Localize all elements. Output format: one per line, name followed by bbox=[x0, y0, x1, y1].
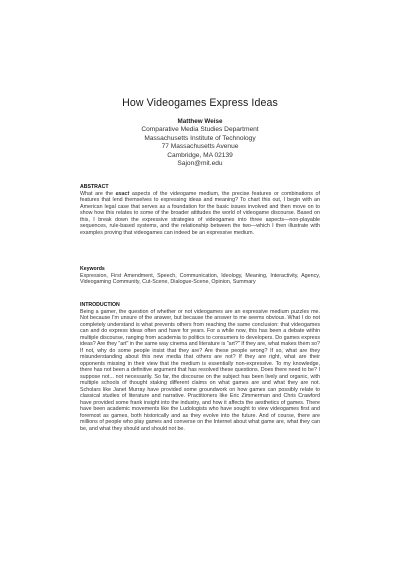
author-block bbox=[0, 118, 400, 168]
keywords-section bbox=[80, 266, 320, 286]
introduction-section bbox=[80, 302, 320, 432]
affiliation-street: 77 Massachusetts Avenue bbox=[161, 143, 239, 151]
affiliation-institution: Massachusetts Institute of Technology bbox=[144, 134, 256, 142]
introduction-text: Being a gamer, the question of whether or not videogames are an expressive medium puzzles me. Not because I'm unsure of the answer, but because the answer to me seems obvious. What I do not completely understand is what prevents others from reaching the same conclusion: that videogames can and do express ideas often and have for years. For a while now, this has been a debate within multiple discourse, ranging from academia to politics to consumers to developers. Do games express ideas? Are they "art" in the same way cinema and literature is "art?" If they are, what makes them so? If not, why do some people insist that they are? Are these people wrong? If so, what are they misunderstanding about this new media that others are not? If they are right, what are their opponents missing in their view that the medium is essentially non-expressive. To my knowledge, there has not been a definitive argument that has resolved these questions. Does there need to be? I suppose not... not necessarily. So far, the discourse on the subject has been lively and organic, with multiple schools of thought staking different claims on what games are and what they are not. Scholars like Janet Murray have provided some groundwork on how games can possibly relate to classical studies of literature and narrative. Practitioners like Eric Zimmerman and Chris Crawford have provided some frank insight into the industry, and how it affects the aesthetics of games. There have been academic movements like the Ludologists who have sought to view videogames first and foremost as games, both historically and as they evolve into the future. And of course, there are millions of people who play games and converse on the Internet about what game are, what they can be, and what they should and should not be. bbox=[80, 308, 320, 432]
keywords-text: Expression, First Amendment, Speech, Communication, Ideology, Meaning, Interactivity, Agency, Videogaming Community, Cut-Scene, Dialogue-Scene, Opinion, Summary bbox=[80, 272, 320, 286]
author-email: Sajon@mit.edu bbox=[177, 160, 223, 168]
keywords-heading: Keywords bbox=[80, 266, 105, 272]
paper-title: How Videogames Express Ideas bbox=[122, 97, 278, 109]
abstract-text-rest: aspects of the videogame medium, the precise features or combinations of features that lend themselves to expressing ideas and meaning? To chart this out, I begin with an American legal case that serves as a foundation for the basic issues involved and then move on to show how this relates to some of the broader attitudes the world of videogame discourse. Based on this, I break down the expressive strategies of videogames into three aspects—non-playable sequences, rule-based systems, and the relationship between the two—which I then illustrate with examples proving that videogames can indeed be an expressive medium. bbox=[80, 190, 320, 236]
affiliation-city: Cambridge, MA 02139 bbox=[167, 151, 233, 159]
author-name: Matthew Weise bbox=[177, 118, 223, 125]
abstract-text-start: What are the bbox=[80, 190, 116, 197]
abstract-text bbox=[80, 191, 320, 237]
abstract-heading: ABSTRACT bbox=[80, 184, 109, 190]
affiliation-department: Comparative Media Studies Department bbox=[141, 126, 259, 134]
introduction-heading: INTRODUCTION bbox=[80, 302, 120, 308]
abstract-section bbox=[80, 184, 320, 236]
abstract-emphasis: exact bbox=[115, 190, 130, 197]
